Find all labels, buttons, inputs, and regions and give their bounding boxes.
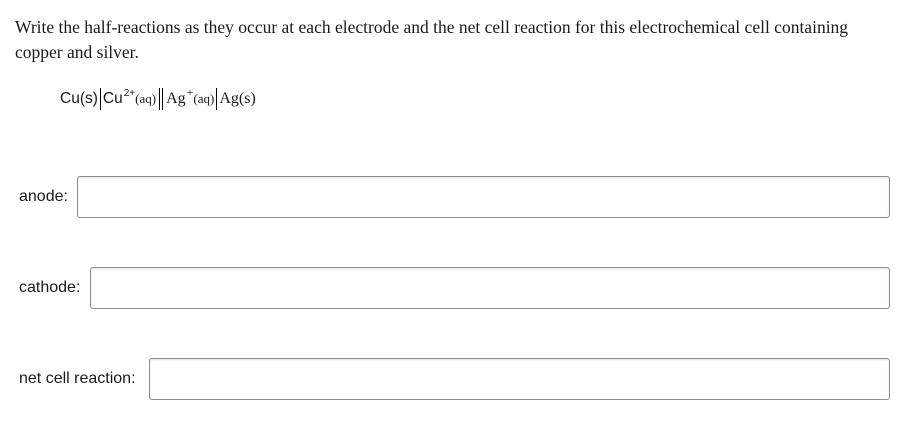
cathode-input[interactable] <box>90 267 890 309</box>
net-reaction-label: net cell reaction: <box>19 370 136 387</box>
cathode-label: cathode: <box>19 279 81 296</box>
question-prompt: Write the half-reactions as they occur at each electrode and the net cell reaction for this electrochemical cell containing copper and silver. <box>15 17 849 62</box>
cathode-row <box>19 267 890 309</box>
cell-notation <box>60 86 256 112</box>
anode-label: anode: <box>19 188 68 205</box>
cell-cathode-metal: Ag(s) <box>219 90 256 107</box>
net-reaction-row <box>19 358 890 400</box>
phase-boundary-bar <box>100 88 101 110</box>
net-reaction-input[interactable] <box>149 358 890 400</box>
anode-row <box>19 176 890 218</box>
anode-input[interactable] <box>77 176 890 218</box>
phase-boundary-bar <box>216 88 217 110</box>
salt-bridge-double-bar <box>158 88 164 110</box>
cell-cathode-ion: Ag + (aq) <box>166 85 215 107</box>
cell-anode-metal: Cu(s) <box>60 90 98 107</box>
cell-anode-ion: Cu 2+ (aq) <box>102 88 157 107</box>
